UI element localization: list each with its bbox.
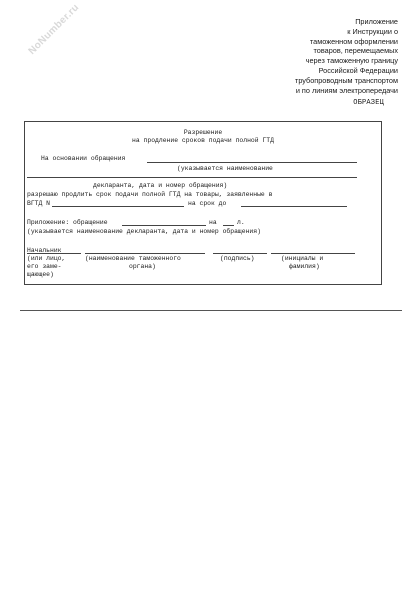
attachment-on: на [209, 219, 217, 226]
basis-field-line2[interactable] [27, 177, 357, 178]
permit-text: разрешаю продлить срок подачи полной ГТД на товары, заявленные в [27, 191, 273, 198]
form-subtitle: на продление сроков подачи полной ГТД [132, 137, 274, 144]
chief-hint: его заме- [27, 263, 62, 270]
authority-hint: органа) [129, 263, 156, 270]
vgtd-number-field[interactable] [52, 206, 184, 207]
initials-hint: (инициалы и [281, 255, 324, 262]
appendix-line: и по линиям электропередачи [295, 85, 398, 95]
deadline-label: на срок до [188, 200, 227, 207]
initials-hint: фамилия) [289, 263, 320, 270]
basis-hint-cont: декларанта, дата и номер обращения) [93, 182, 228, 189]
vgtd-label: ВГТД N [27, 200, 51, 207]
chief-hint: щающее) [27, 271, 54, 278]
authority-hint: (наименование таможенного [85, 255, 181, 262]
appendix-line: к Инструкции о [347, 26, 398, 36]
watermark: NoNumber.ru [26, 2, 82, 57]
attachment-label: Приложение: обращение [27, 219, 108, 226]
attachment-pages: л. [237, 219, 245, 226]
appendix-line: через таможенную границу [305, 56, 398, 66]
initials-field[interactable] [271, 253, 355, 254]
chief-label: Начальник [27, 247, 62, 254]
basis-hint: (указывается наименование [177, 165, 273, 172]
basis-field[interactable] [147, 162, 357, 163]
appendix-line: таможенном оформлении [309, 36, 398, 46]
chief-hint: (или лицо, [27, 255, 66, 262]
attachment-field[interactable] [122, 225, 206, 226]
form-title: Разрешение [183, 129, 223, 136]
appendix-line: Российской Федерации [318, 65, 398, 75]
appendix-header [238, 17, 398, 95]
signature-field[interactable] [213, 253, 267, 254]
signature-hint: (подпись) [220, 255, 255, 262]
basis-label: На основании обращения [41, 155, 126, 162]
pages-count-field[interactable] [223, 225, 234, 226]
authority-field[interactable] [85, 253, 205, 254]
divider [20, 310, 402, 311]
appendix-line: Приложение [355, 17, 398, 26]
chief-field[interactable] [27, 253, 81, 254]
attachment-hint: (указывается наименование декларанта, дата и номер обращения) [27, 228, 261, 235]
permit-form [24, 121, 382, 285]
appendix-line: трубопроводным транспортом [294, 75, 398, 85]
appendix-line: товаров, перемещаемых [313, 46, 398, 56]
sample-label: ОБРАЗЕЦ [353, 99, 384, 107]
deadline-field[interactable] [241, 206, 347, 207]
